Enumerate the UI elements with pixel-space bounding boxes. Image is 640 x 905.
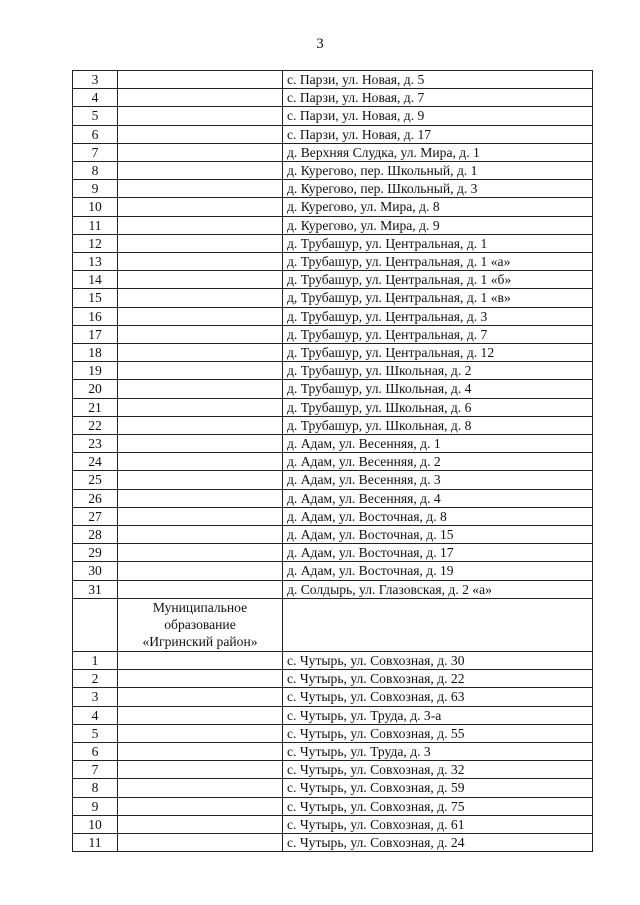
address-cell: д. Трубашур, ул. Центральная, д. 12 [283, 344, 593, 362]
row-number: 4 [73, 89, 118, 107]
table-row [73, 580, 593, 598]
empty-cell [118, 580, 283, 598]
row-number: 9 [73, 180, 118, 198]
row-number: 6 [73, 742, 118, 760]
table-body-top [73, 71, 593, 599]
table-row [73, 562, 593, 580]
empty-cell [118, 253, 283, 271]
table-row [73, 724, 593, 742]
address-cell: с. Чутырь, ул. Совхозная, д. 22 [283, 670, 593, 688]
address-cell: д. Адам, ул. Весенняя, д. 2 [283, 453, 593, 471]
empty-cell [118, 651, 283, 669]
address-cell: с. Чутырь, ул. Совхозная, д. 30 [283, 651, 593, 669]
section-number-cell [73, 598, 118, 651]
empty-cell [118, 815, 283, 833]
address-cell: с. Парзи, ул. Новая, д. 7 [283, 89, 593, 107]
row-number: 25 [73, 471, 118, 489]
address-cell: д. Верхняя Слудка, ул. Мира, д. 1 [283, 143, 593, 161]
section-title-cell [118, 598, 283, 651]
row-number: 12 [73, 234, 118, 252]
table-row [73, 89, 593, 107]
address-cell: д. Трубашур, ул. Школьная, д. 8 [283, 416, 593, 434]
table-row [73, 797, 593, 815]
empty-cell [118, 507, 283, 525]
address-cell: д. Трубашур, ул. Центральная, д. 7 [283, 325, 593, 343]
table-row [73, 234, 593, 252]
empty-cell [118, 416, 283, 434]
empty-cell [118, 344, 283, 362]
row-number: 20 [73, 380, 118, 398]
address-cell: с. Чутырь, ул. Труда, д. 3 [283, 742, 593, 760]
address-cell: с. Чутырь, ул. Совхозная, д. 75 [283, 797, 593, 815]
row-number: 17 [73, 325, 118, 343]
row-number: 27 [73, 507, 118, 525]
address-cell: д. Адам, ул. Восточная, д. 17 [283, 544, 593, 562]
row-number: 19 [73, 362, 118, 380]
address-cell: с. Чутырь, ул. Совхозная, д. 63 [283, 688, 593, 706]
empty-cell [118, 471, 283, 489]
row-number: 11 [73, 833, 118, 851]
table-row [73, 198, 593, 216]
table-row [73, 71, 593, 89]
row-number: 13 [73, 253, 118, 271]
table-row [73, 107, 593, 125]
empty-cell [118, 453, 283, 471]
table-row [73, 416, 593, 434]
address-cell: д. Трубашур, ул. Центральная, д. 3 [283, 307, 593, 325]
row-number: 22 [73, 416, 118, 434]
row-number: 3 [73, 71, 118, 89]
table-row [73, 125, 593, 143]
empty-cell [118, 706, 283, 724]
address-cell: с. Чутырь, ул. Совхозная, д. 59 [283, 779, 593, 797]
row-number: 14 [73, 271, 118, 289]
empty-cell [118, 162, 283, 180]
address-cell: д. Трубашур, ул. Школьная, д. 2 [283, 362, 593, 380]
empty-cell [118, 797, 283, 815]
table-row [73, 453, 593, 471]
row-number: 21 [73, 398, 118, 416]
section-title-line-1: Муниципальное [152, 600, 248, 616]
row-number: 29 [73, 544, 118, 562]
address-cell: д. Адам, ул. Весенняя, д. 1 [283, 435, 593, 453]
row-number: 10 [73, 198, 118, 216]
table-row [73, 706, 593, 724]
empty-cell [118, 89, 283, 107]
empty-cell [118, 107, 283, 125]
row-number: 11 [73, 216, 118, 234]
empty-cell [118, 271, 283, 289]
address-cell: с. Парзи, ул. Новая, д. 9 [283, 107, 593, 125]
row-number: 10 [73, 815, 118, 833]
row-number: 16 [73, 307, 118, 325]
row-number: 1 [73, 651, 118, 669]
row-number: 9 [73, 797, 118, 815]
table-row [73, 325, 593, 343]
table-row [73, 779, 593, 797]
address-cell: д. Курегово, ул. Мира, д. 9 [283, 216, 593, 234]
table-row [73, 489, 593, 507]
table-row [73, 471, 593, 489]
empty-cell [118, 289, 283, 307]
table-row [73, 271, 593, 289]
row-number: 8 [73, 162, 118, 180]
row-number: 6 [73, 125, 118, 143]
row-number: 3 [73, 688, 118, 706]
empty-cell [118, 143, 283, 161]
table-row [73, 143, 593, 161]
address-cell: с. Чутырь, ул. Совхозная, д. 61 [283, 815, 593, 833]
table-row [73, 162, 593, 180]
row-number: 5 [73, 724, 118, 742]
address-cell: д. Курегово, пер. Школьный, д. 1 [283, 162, 593, 180]
address-cell: с. Чутырь, ул. Совхозная, д. 32 [283, 761, 593, 779]
empty-cell [118, 125, 283, 143]
row-number: 7 [73, 761, 118, 779]
row-number: 18 [73, 344, 118, 362]
row-number: 24 [73, 453, 118, 471]
table-row [73, 833, 593, 851]
empty-cell [118, 234, 283, 252]
row-number: 8 [73, 779, 118, 797]
row-number: 4 [73, 706, 118, 724]
table-row [73, 362, 593, 380]
address-cell: д. Курегово, ул. Мира, д. 8 [283, 198, 593, 216]
empty-cell [118, 307, 283, 325]
empty-cell [118, 742, 283, 760]
table-row [73, 398, 593, 416]
section-header-body [73, 598, 593, 651]
address-cell: д. Трубашур, ул. Школьная, д. 6 [283, 398, 593, 416]
row-number: 28 [73, 526, 118, 544]
address-cell: с. Парзи, ул. Новая, д. 17 [283, 125, 593, 143]
empty-cell [118, 325, 283, 343]
address-cell: д. Трубашур, ул. Центральная, д. 1 «б» [283, 271, 593, 289]
table-row [73, 435, 593, 453]
table-row [73, 289, 593, 307]
empty-cell [118, 380, 283, 398]
section-title-line-3: «Игринский район» [142, 634, 258, 650]
row-number: 26 [73, 489, 118, 507]
empty-cell [118, 688, 283, 706]
address-cell: д. Трубашур, ул. Центральная, д. 1 [283, 234, 593, 252]
row-number: 30 [73, 562, 118, 580]
table-row [73, 507, 593, 525]
empty-cell [118, 489, 283, 507]
table-row [73, 307, 593, 325]
table-row [73, 742, 593, 760]
address-cell: д. Адам, ул. Восточная, д. 15 [283, 526, 593, 544]
table-row [73, 344, 593, 362]
row-number: 23 [73, 435, 118, 453]
table-row [73, 761, 593, 779]
empty-cell [118, 833, 283, 851]
row-number: 2 [73, 670, 118, 688]
address-cell: с. Парзи, ул. Новая, д. 5 [283, 71, 593, 89]
section-title-line-2: образование [164, 617, 236, 633]
row-number: 15 [73, 289, 118, 307]
page-number: 3 [316, 36, 324, 52]
address-cell: д. Курегово, пер. Школьный, д. 3 [283, 180, 593, 198]
empty-cell [118, 779, 283, 797]
section-header-row [73, 598, 593, 651]
empty-cell [118, 362, 283, 380]
address-cell: д. Адам, ул. Весенняя, д. 4 [283, 489, 593, 507]
address-cell: д. Адам, ул. Весенняя, д. 3 [283, 471, 593, 489]
section-address-cell [283, 598, 593, 651]
address-table [72, 70, 593, 852]
address-cell: д. Трубашур, ул. Школьная, д. 4 [283, 380, 593, 398]
table-row [73, 253, 593, 271]
table-row [73, 180, 593, 198]
table-row [73, 670, 593, 688]
address-cell: с. Чутырь, ул. Совхозная, д. 24 [283, 833, 593, 851]
table-body-bottom [73, 651, 593, 851]
address-cell: д. Трубашур, ул. Центральная, д. 1 «а» [283, 253, 593, 271]
table-row [73, 526, 593, 544]
row-number: 5 [73, 107, 118, 125]
table-row [73, 815, 593, 833]
table-row [73, 380, 593, 398]
row-number: 31 [73, 580, 118, 598]
empty-cell [118, 761, 283, 779]
address-cell: д. Солдырь, ул. Глазовская, д. 2 «а» [283, 580, 593, 598]
empty-cell [118, 180, 283, 198]
row-number: 7 [73, 143, 118, 161]
empty-cell [118, 435, 283, 453]
empty-cell [118, 544, 283, 562]
table-row [73, 651, 593, 669]
empty-cell [118, 398, 283, 416]
empty-cell [118, 562, 283, 580]
address-cell: с. Чутырь, ул. Труда, д. 3-а [283, 706, 593, 724]
address-cell: с. Чутырь, ул. Совхозная, д. 55 [283, 724, 593, 742]
empty-cell [118, 71, 283, 89]
table-row [73, 688, 593, 706]
table-row [73, 544, 593, 562]
empty-cell [118, 526, 283, 544]
table-row [73, 216, 593, 234]
empty-cell [118, 670, 283, 688]
address-cell: д. Адам, ул. Восточная, д. 8 [283, 507, 593, 525]
address-cell: д. Адам, ул. Восточная, д. 19 [283, 562, 593, 580]
empty-cell [118, 216, 283, 234]
empty-cell [118, 724, 283, 742]
empty-cell [118, 198, 283, 216]
address-cell: д, Трубашур, ул. Центральная, д. 1 «в» [283, 289, 593, 307]
